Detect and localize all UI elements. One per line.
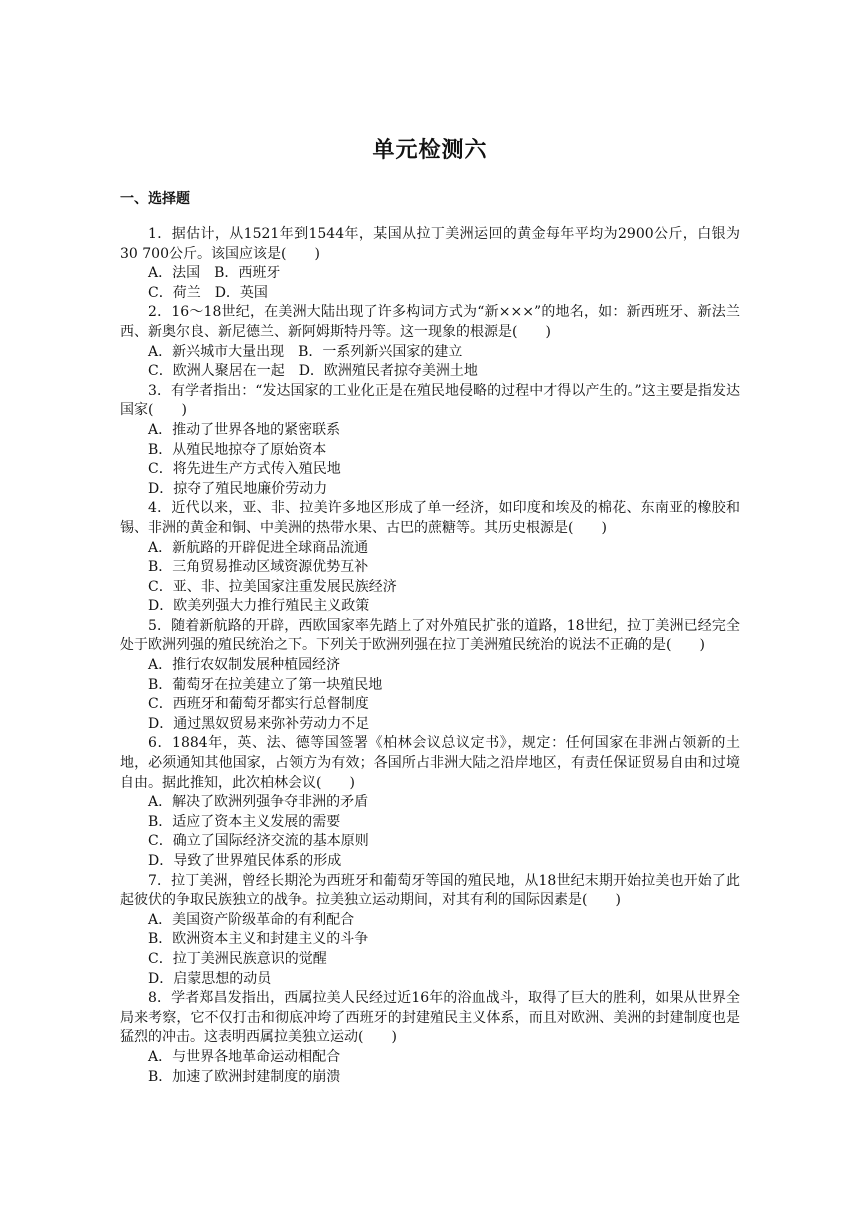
answer-options-line: A．美国资产阶级革命的有利配合 (148, 911, 355, 928)
answer-options-line: D．导致了世界殖民体系的形成 (148, 853, 342, 869)
question-stem: 3．有学者指出：“发达国家的工业化正是在殖民地侵略的过程中才得以产生的。”这主要是指发达国家( ) (120, 382, 740, 419)
question-stem: 1．据估计，从1521年到1544年，某国从拉丁美洲运回的黄金每年平均为2900公斤，白银为30 700公斤。该国应该是( ) (120, 226, 740, 262)
answer-options-line: C．欧洲人聚居在一起 D．欧洲殖民者掠夺美洲土地 (148, 363, 478, 380)
answer-options-line: B．适应了资本主义发展的需要 (148, 813, 341, 830)
answer-options-line: A．法国 B．西班牙 (148, 265, 281, 282)
answer-options-line: D．掠夺了殖民地廉价劳动力 (148, 480, 328, 497)
answer-options-line: C．确立了国际经济交流的基本原则 (148, 833, 369, 850)
question-2 (120, 303, 740, 381)
question-stem: 8．学者郑昌发指出，西属拉美人民经过近16年的浴血战斗，取得了巨大的胜利，如果从世界全局来考察，它不仅打击和彻底冲垮了西班牙的封建殖民主义体系，而且对欧洲、美洲的封建制度也是猛烈的冲击。这表明西属拉美独立运动( ) (120, 990, 740, 1046)
question-8 (120, 989, 740, 1087)
section-heading: 一、选择题 (120, 191, 190, 207)
question-6 (120, 734, 740, 871)
answer-options-line: A．新航路的开辟促进全球商品流通 (148, 539, 369, 556)
question-7 (120, 872, 740, 990)
answer-options-line: B．加速了欧洲封建制度的崩溃 (148, 1068, 341, 1085)
answer-options-line: C．荷兰 D．英国 (148, 284, 268, 301)
answer-options-line: C．拉丁美洲民族意识的觉醒 (148, 950, 327, 967)
answer-options-line: B．欧洲资本主义和封建主义的斗争 (148, 931, 369, 948)
answer-options-line: D．通过黑奴贸易来弥补劳动力不足 (148, 715, 370, 732)
answer-options-line: B．葡萄牙在拉美建立了第一块殖民地 (148, 676, 383, 693)
answer-options-line: B．三角贸易推动区域资源优势互补 (148, 559, 369, 576)
answer-options-line: A．推动了世界各地的紧密联系 (148, 421, 341, 438)
answer-options-line: D．欧美列强大力推行殖民主义政策 (148, 598, 370, 615)
answer-options-line: A．新兴城市大量出现 B．一系列新兴国家的建立 (148, 343, 463, 360)
answer-options-line: A．解决了欧洲列强争夺非洲的矛盾 (148, 794, 369, 811)
question-stem: 2．16～18世纪，在美洲大陆出现了许多构词方式为“新×××”的地名，如：新西班牙、新法兰西、新奥尔良、新尼德兰、新阿姆斯特丹等。这一现象的根源是( ) (120, 304, 740, 340)
question-list (120, 225, 740, 1087)
answer-options-line: C．将先进生产方式传入殖民地 (148, 461, 341, 478)
page-title: 单元检测六 (372, 138, 488, 163)
question-stem: 5．随着新航路的开辟，西欧国家率先踏上了对外殖民扩张的道路，18世纪，拉丁美洲已经完全处于欧洲列强的殖民统治之下。下列关于欧洲列强在拉丁美洲殖民统治的说法不正确的是( ) (120, 617, 740, 654)
question-3 (120, 382, 740, 500)
answer-options-line: C．亚、非、拉美国家注重发展民族经济 (148, 578, 397, 595)
question-5 (120, 617, 740, 735)
question-1 (120, 225, 740, 303)
answer-options-line: D．启蒙思想的动员 (148, 970, 272, 987)
answer-options-line: A．与世界各地革命运动相配合 (148, 1048, 341, 1065)
question-4 (120, 499, 740, 617)
question-stem: 4．近代以来，亚、非、拉美许多地区形成了单一经济，如印度和埃及的棉花、东南亚的橡胶和锡、非洲的黄金和铜、中美洲的热带水果、古巴的蔗糖等。其历史根源是( ) (120, 500, 740, 536)
answer-options-line: B．从殖民地掠夺了原始资本 (148, 441, 327, 458)
answer-options-line: C．西班牙和葡萄牙都实行总督制度 (148, 696, 369, 713)
question-stem: 6．1884年，英、法、德等国签署《柏林会议总议定书》，规定：任何国家在非洲占领新的土地，必须通知其他国家，占领方为有效；各国所占非洲大陆之沿岸地区，有责任保证贸易自由和过境自由。据此推知，此次柏林会议( ) (120, 735, 740, 791)
answer-options-line: A．推行农奴制发展种植园经济 (148, 657, 341, 674)
question-stem: 7．拉丁美洲，曾经长期沦为西班牙和葡萄牙等国的殖民地，从18世纪末期开始拉美也开始了此起彼伏的争取民族独立的战争。拉美独立运动期间，对其有利的国际因素是( ) (120, 872, 740, 909)
